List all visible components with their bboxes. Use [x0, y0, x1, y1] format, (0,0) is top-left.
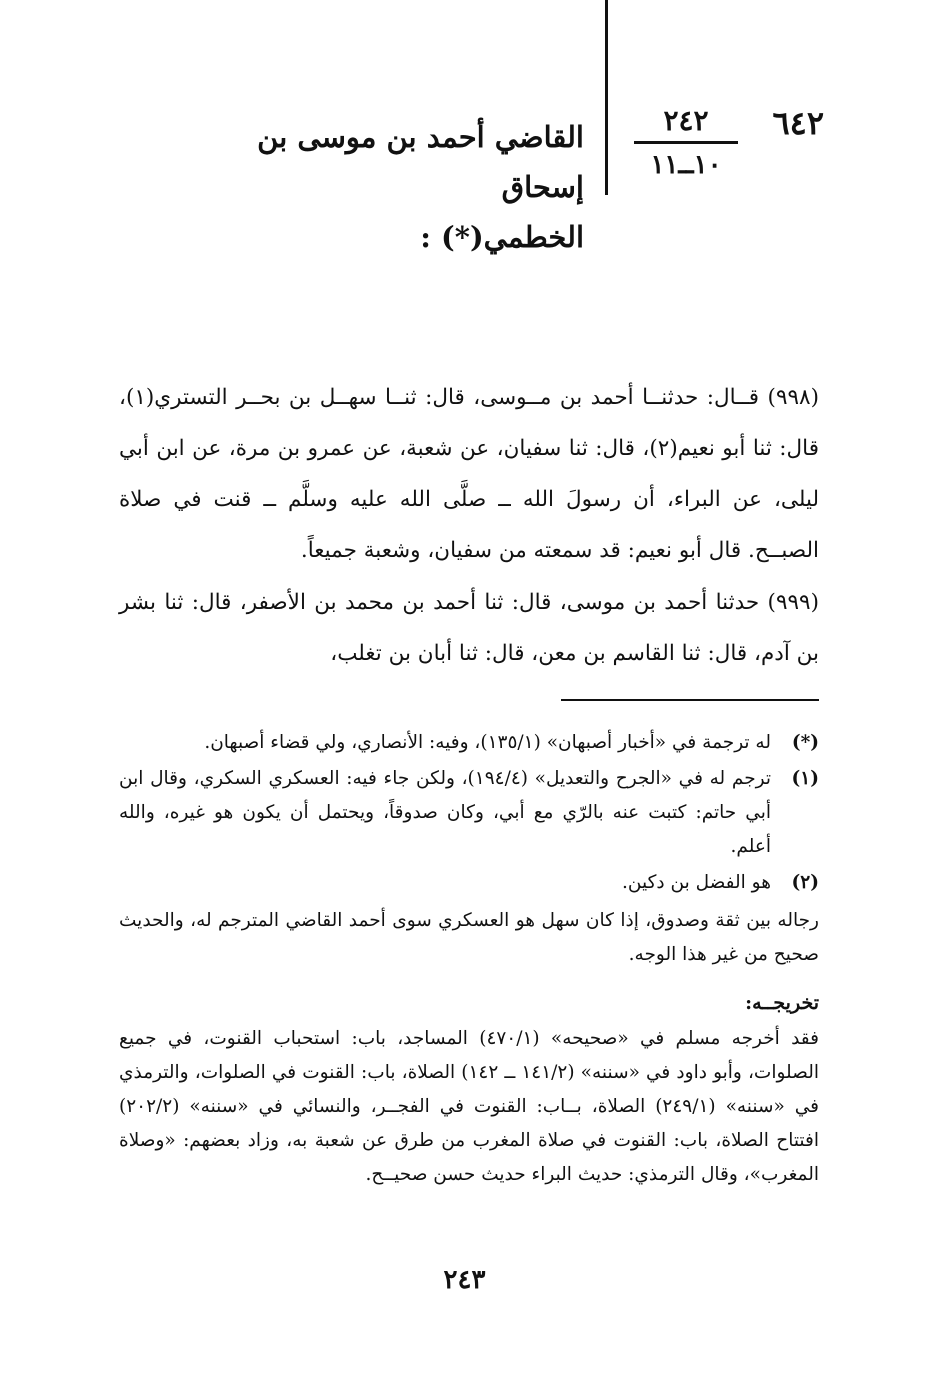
takhrij-heading: تخريجــه:	[745, 992, 819, 1014]
footnote-2-mark: (٢)	[791, 872, 819, 893]
page-number: ٢٤٣	[443, 1265, 486, 1295]
header-divider	[605, 0, 608, 195]
takhrij-text: فقد أخرجه مسلم في «صحيحه» (٤٧٠/١) المساجد، باب: استحباب القنوت، في جميع الصلوات، وأبو داود في «سننه» (١٤١/٢ ــ ١٤٢) الصلاة، باب: القنوت في الصلوات، والترمذي في «سننه» (٢٤٩/١) الصلاة، بــاب: القنوت في الفجــر، والنسائي في «سننه» (٢٠٢/٢) افتتاح الصلاة، باب: القنوت في صلاة المغرب من طرق عن شعبة به، وزاد بعضهم: «وصلاة المغرب»، وقال الترمذي: حديث البراء حديث حسن صحيــح.	[119, 1028, 820, 1185]
footnote-separator	[561, 699, 819, 701]
hadith-grading: رجاله بين ثقة وصدوق، إذا كان سهل هو العسكري سوى أحمد القاضي المترجم له، والحديث صحيح من غير هذا الوجه.	[119, 910, 819, 965]
footnote-1	[119, 762, 819, 864]
entry-title	[184, 112, 584, 262]
footnote-1-mark: (١)	[791, 768, 819, 789]
footnote-1-text: ترجم له في «الجرح والتعديل» (١٩٤/٤)، ولكن جاء فيه: العسكري السكري، وقال ابن أبي حاتم: كتبت عنه بالرّي مع أبي، وكان صدوقاً، ويحتمل أن يكون هو غيره، والله أعلم.	[119, 768, 771, 857]
hadith-999: (٩٩٩) حدثنا أحمد بن موسى، قال: ثنا أحمد بن محمد بن الأصفر، قال: ثنا بشر بن آدم، قال: ثنا القاسم بن معن، قال: ثنا أبان بن تغلب،	[119, 590, 819, 666]
hadith-998: (٩٩٨) قــال: حدثنــا أحمد بن مــوسى، قال: ثنــا سهــل بن بحــر التستري(١)، قال: ثنا أبو نعيم(٢)، قال: ثنا سفيان، عن شعبة، عن عمرو بن مرة، عن ابن أبي ليلى، عن البراء، أن رسولَ الله ــ صلَّى الله عليه وسلَّم ــ قنت في صلاة الصبــح. قال أبو نعيم: قد سمعته من سفيان، وشعبة جميعاً.	[119, 385, 820, 563]
footnote-2	[119, 866, 819, 900]
footnote-star	[119, 726, 819, 760]
entry-title-line1: القاضي أحمد بن موسى بن إسحاق	[257, 120, 584, 204]
footnote-star-mark: (*)	[791, 732, 819, 753]
entry-number: ٦٤٢	[772, 104, 824, 142]
fraction-numerator: ٢٤٢	[663, 104, 709, 137]
footnote-2-text: هو الفضل بن دكين.	[622, 872, 771, 893]
footnote-star-text: له ترجمة في «أخبار أصبهان» (١٣٥/١)، وفيه: الأنصاري، ولي قضاء أصبهان.	[204, 732, 771, 753]
fraction-denominator: ١٠ــ١١	[650, 150, 722, 180]
manuscript-reference	[632, 104, 740, 180]
entry-title-line2: الخطمي(*) :	[420, 220, 584, 254]
